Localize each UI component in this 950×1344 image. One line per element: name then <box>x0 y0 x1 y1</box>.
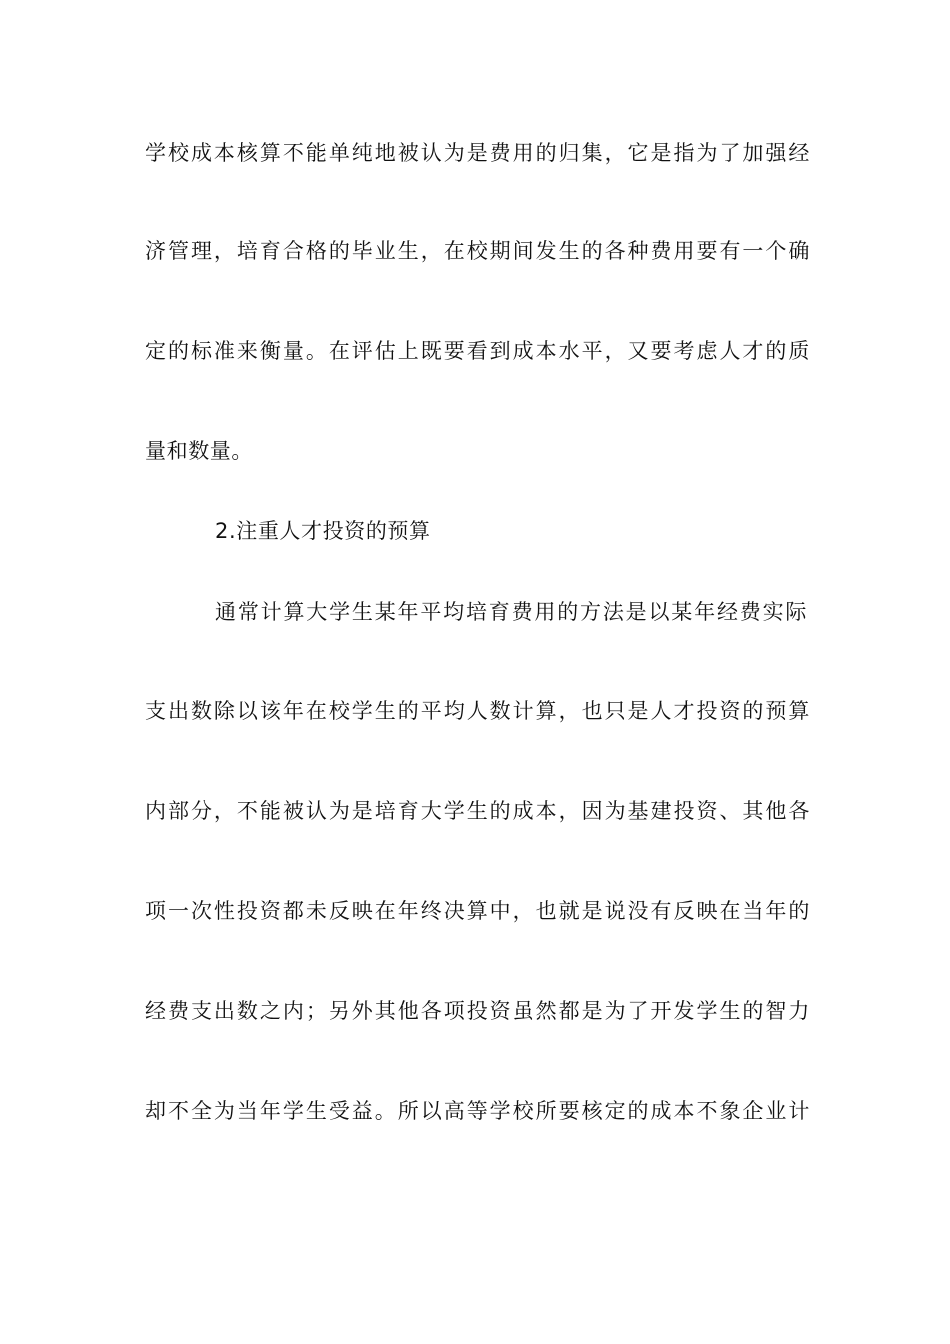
paragraph-2-line-4: 项一次性投资都未反映在年终决算中，也就是说没有反映在当年的 <box>145 899 810 923</box>
paragraph-1-line-4: 量和数量。 <box>145 439 253 463</box>
paragraph-1-line-2: 济管理，培育合格的毕业生，在校期间发生的各种费用要有一个确 <box>145 239 810 263</box>
paragraph-2-line-1: 通常计算大学生某年平均培育费用的方法是以某年经费实际 <box>215 600 807 624</box>
paragraph-1-line-3: 定的标准来衡量。在评估上既要看到成本水平，又要考虑人才的质 <box>145 339 810 363</box>
paragraph-1-line-1: 学校成本核算不能单纯地被认为是费用的归集，它是指为了加强经 <box>145 141 810 165</box>
paragraph-2-line-2: 支出数除以该年在校学生的平均人数计算，也只是人才投资的预算 <box>145 699 810 723</box>
paragraph-2-line-3: 内部分，不能被认为是培育大学生的成本，因为基建投资、其他各 <box>145 799 810 823</box>
paragraph-2-line-6: 却不全为当年学生受益。所以高等学校所要核定的成本不象企业计 <box>145 1099 810 1123</box>
paragraph-2-line-5: 经费支出数之内；另外其他各项投资虽然都是为了开发学生的智力 <box>145 999 810 1023</box>
section-heading: 2.注重人才投资的预算 <box>215 519 431 543</box>
